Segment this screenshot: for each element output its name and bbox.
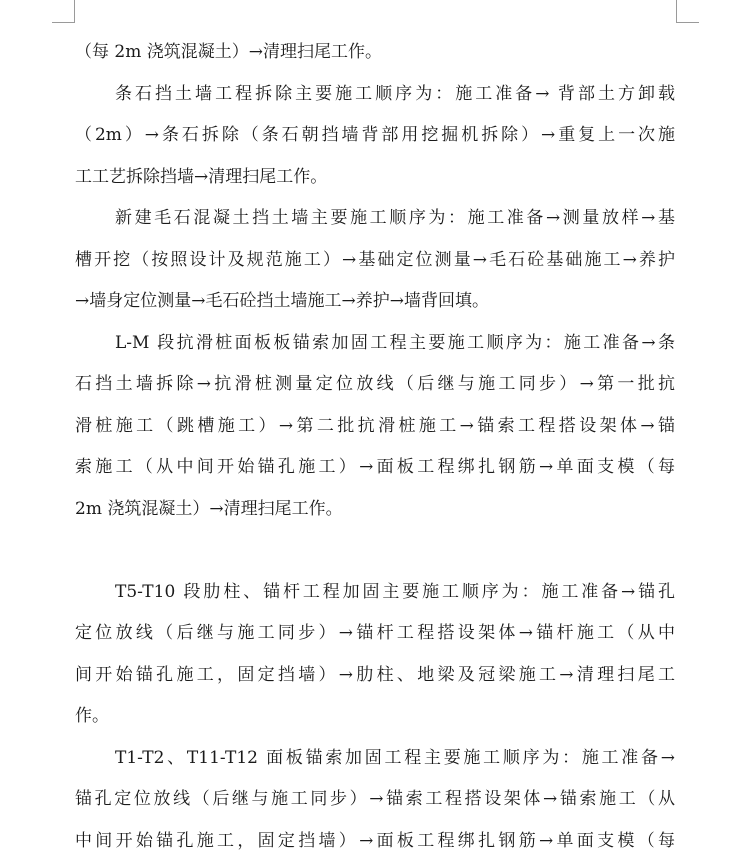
text-line: 新建毛石混凝土挡土墙主要施工顺序为：施工准备→测量放样→基	[115, 208, 675, 228]
text-line: T5-T10 段肋柱、锚杆工程加固主要施工顺序为：施工准备→锚孔	[115, 581, 675, 602]
blank-line	[75, 530, 675, 572]
text-line: 间开始锚孔施工，固定挡墙）→肋柱、地梁及冠梁施工→清理扫尾工	[75, 664, 675, 685]
text-line: 条石挡土墙工程拆除主要施工顺序为：施工准备→ 背部土方卸载	[115, 83, 675, 104]
paragraph-5	[75, 572, 675, 738]
text-line: （2m）→条石拆除（条石朝挡墙背部用挖掘机拆除）→重复上一次施	[75, 125, 675, 145]
text-line: 滑桩施工（跳槽施工）→第二批抗滑桩施工→锚索工程搭设架体→锚	[75, 415, 675, 436]
text-line: 2m 浇筑混凝土）→清理扫尾工作。	[75, 498, 343, 519]
document-body	[75, 32, 675, 862]
text-line: 石挡土墙拆除→抗滑桩测量定位放线（后继与施工同步）→第一批抗	[75, 374, 675, 394]
paragraph-2	[75, 74, 675, 199]
paragraph-6	[75, 738, 675, 863]
text-line: →墙身定位测量→毛石砼挡土墙施工→养护→墙背回填。	[75, 291, 489, 311]
paragraph-3	[75, 198, 675, 323]
text-line: 锚孔定位放线（后继与施工同步）→锚索工程搭设架体→锚索施工（从	[75, 789, 675, 809]
text-line: 作。	[75, 706, 109, 726]
page-corner-mark-right	[676, 0, 699, 23]
text-line: 中间开始锚孔施工，固定挡墙）→面板工程绑扎钢筋→单面支模（每	[75, 830, 675, 851]
paragraph-1	[75, 32, 675, 74]
text-line: 工工艺拆除挡墙→清理扫尾工作。	[75, 166, 328, 187]
text-line: L-M 段抗滑桩面板板锚索加固工程主要施工顺序为：施工准备→条	[115, 332, 675, 353]
page-corner-mark-left	[52, 0, 75, 23]
text-line: 槽开挖（按照设计及规范施工）→基础定位测量→毛石砼基础施工→养护	[75, 249, 675, 270]
text-line: 索施工（从中间开始锚孔施工）→面板工程绑扎钢筋→单面支模（每	[75, 457, 675, 477]
text-line: T1-T2、T11-T12 面板锚索加固工程主要施工顺序为：施工准备→	[115, 747, 675, 768]
paragraph-4	[75, 323, 675, 531]
text-line: （每 2m 浇筑混凝土）→清理扫尾工作。	[75, 42, 382, 62]
text-line: 定位放线（后继与施工同步）→锚杆工程搭设架体→锚杆施工（从中	[75, 623, 675, 643]
